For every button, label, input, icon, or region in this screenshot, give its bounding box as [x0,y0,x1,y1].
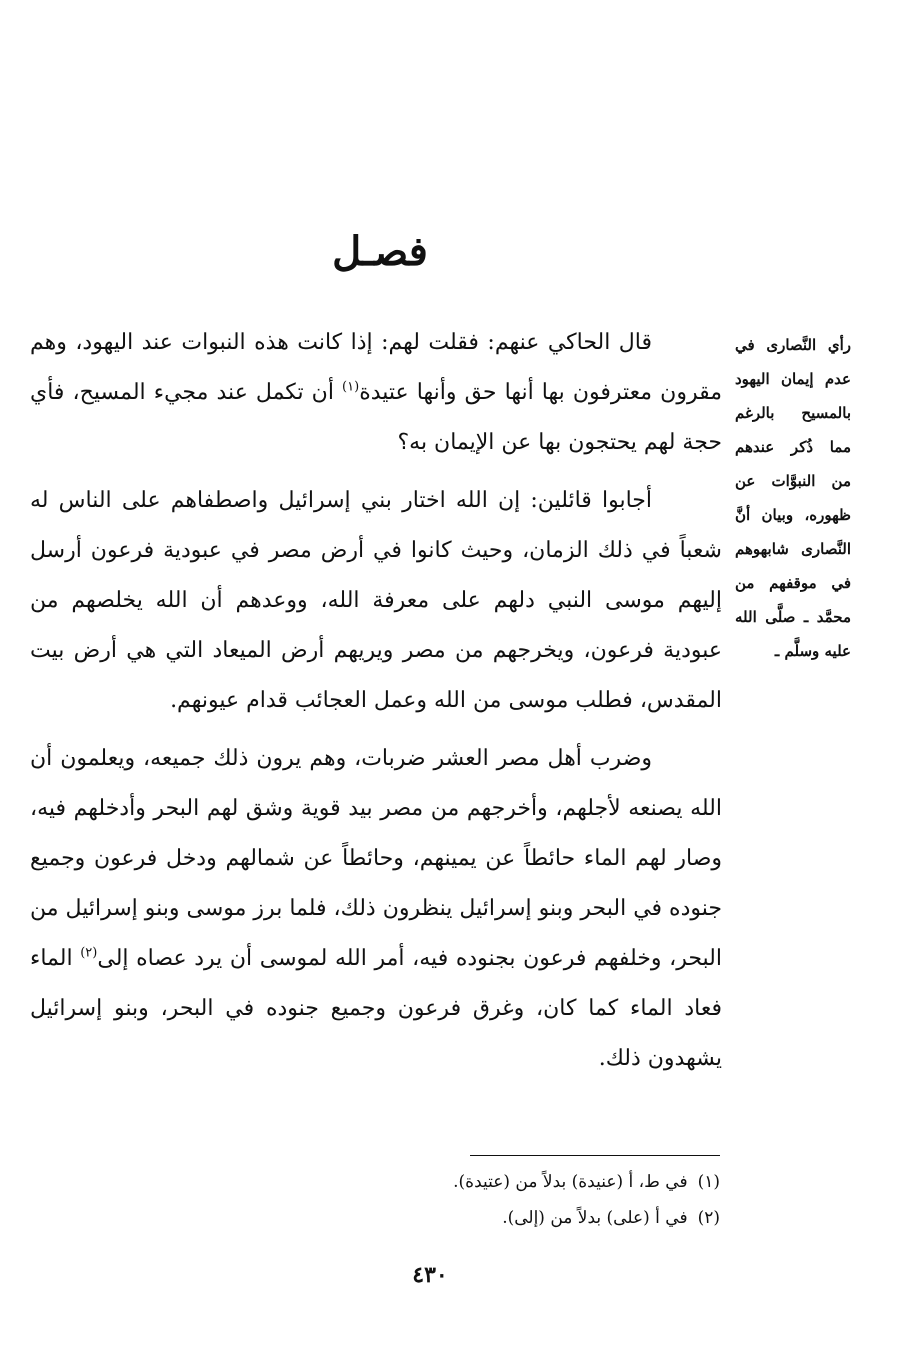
paragraph-1 [30,318,722,468]
section-heading: فصـل [332,228,428,275]
paragraph-3-text: وضرب أهل مصر العشر ضربات، وهم يرون ذلك جميعه، ويعلمون أن الله يصنعه لأجلهم، وأخرجهم من مصر بيد قوية وشق لهم البحر وأدخلهم فيه، وصار لهم الماء حائطاً عن يمينهم، وحائطاً عن شمالهم ودخل فرعون وجميع جنوده في البحر وبنو إسرائيل ينظرون ذلك، فلما برز موسى وبنو إسرائيل من البحر، وخلفهم فرعون بجنوده فيه، أمر الله لموسى أن يرد عصاه إلى [30,746,722,971]
footnote-1-text: في ط، أ (عنيدة) بدلاً من (عتيدة). [453,1172,688,1192]
footnote-divider [470,1155,720,1156]
footnote-2 [300,1200,720,1236]
footnote-1 [300,1164,720,1200]
footnote-ref-1: (١) [342,379,360,395]
paragraph-3 [30,734,722,1084]
page-number: ٤٣٠ [412,1262,448,1288]
footnotes [300,1164,720,1236]
paragraph-2-text: أجابوا قائلين: إن الله اختار بني إسرائيل واصطفاهم على الناس له شعباً في ذلك الزمان، وحيث كانوا في أرض مصر في عبودية فرعون أرسل إليهم موسى النبي دلهم على معرفة الله، ووعدهم أن الله يخلصهم من عبودية فرعون، ويخرجهم من مصر ويريهم أرض الميعاد التي هي أرض بيت المقدس، فطلب موسى من الله وعمل العجائب قدام عيونهم. [30,488,722,713]
footnote-ref-2: (٢) [80,945,98,961]
main-text [30,318,722,1092]
footnote-2-text: في أ (على) بدلاً من (إلى). [502,1208,688,1228]
margin-note: رأي النَّصارى في عدم إيمان اليهود بالمسيح بالرغم مما ذُكر عندهم من النبوَّات عن ظهوره، وبيان أنَّ النَّصارى شابهوهم في موقفهم من محمَّد ـ صلَّى الله عليه وسلَّم ـ [735,336,851,660]
footnote-1-number: (١) [697,1172,720,1192]
footnote-2-number: (٢) [697,1208,720,1228]
paragraph-3-text-cont: الماء فعاد الماء كما كان، وغرق فرعون وجميع جنوده في البحر، وبنو إسرائيل يشهدون ذلك. [30,946,722,1071]
paragraph-2 [30,476,722,726]
paragraph-1-text-cont: أن تكمل عند مجيء المسيح، فأي حجة لهم يحتجون بها عن الإيمان به؟ [30,380,722,455]
paragraph-1-text: قال الحاكي عنهم: فقلت لهم: إذا كانت هذه النبوات عند اليهود، وهم مقرون معترفون بها أنها حق وأنها عتيدة [30,330,722,405]
